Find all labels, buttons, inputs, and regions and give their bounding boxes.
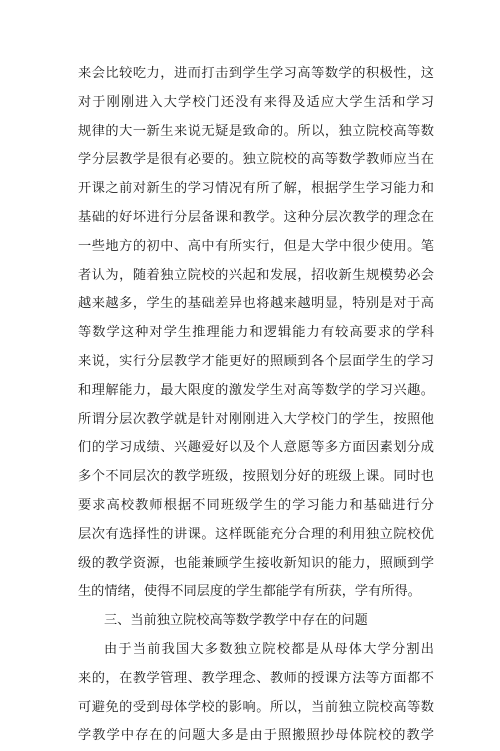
text-line: 生的情绪，使得不同层度的学生都能学有所获，学有所得。 [78, 584, 421, 600]
section-heading: 三、当前独立院校高等数学教学中存在的问题 [104, 613, 368, 629]
text-line: 来说，实行分层教学才能更好的照顾到各个层面学生的学习 [78, 353, 434, 369]
text-line: 学分层教学是很有必要的。独立院校的高等数学教师应当在 [78, 152, 434, 168]
text-line: 学教学中存在的问题大多是由于照搬照抄母体院校的教学 [78, 728, 434, 744]
text-line: 由于当前我国大多数独立院校都是从母体大学分割出 [104, 641, 434, 657]
text-line: 开课之前对新生的学习情况有所了解，根据学生学习能力和 [78, 181, 434, 197]
text-line: 多个不同层次的教学班级，按照划分好的班级上课。同时也 [78, 469, 434, 485]
text-line: 来的，在教学管理、教学理念、教师的授课方法等方面都不 [78, 670, 434, 686]
text-line: 基础的好坏进行分层备课和教学。这种分层次教学的理念在 [78, 209, 434, 225]
text-line: 来会比较吃力，进而打击到学生学习高等数学的积极性，这 [78, 66, 434, 81]
text-line: 和理解能力，最大限度的激发学生对高等数学的学习兴趣。 [78, 382, 434, 398]
body-text [78, 60, 434, 751]
text-line: 要求高校教师根据不同班级学生的学习能力和基础进行分 [78, 497, 434, 513]
text-line: 对于刚刚进入大学校门还没有来得及适应大学生活和学习 [78, 94, 434, 110]
text-line: 规律的大一新生来说无疑是致命的。所以，独立院校高等数 [78, 123, 434, 139]
text-line: 一些地方的初中、高中有所实行，但是大学中很少使用。笔 [78, 238, 434, 254]
text-line: 等数学这种对学生推理能力和逻辑能力有较高要求的学科 [78, 325, 434, 341]
text-line: 者认为，随着独立院校的兴起和发展，招收新生规模势必会 [78, 267, 434, 283]
text-line: 可避免的受到母体学校的影响。所以，当前独立院校高等数 [78, 699, 434, 715]
text-line: 级的教学资源，也能兼顾学生接收新知识的能力，照顾到学 [78, 555, 434, 571]
text-line: 越来越多，学生的基础差异也将越来越明显，特别是对于高 [78, 296, 434, 312]
text-line: 们的学习成绩、兴趣爱好以及个人意愿等多方面因素划分成 [78, 440, 434, 456]
text-line: 所谓分层次教学就是针对刚刚进入大学校门的学生，按照他 [78, 411, 434, 427]
text-line: 层次有选择性的讲课。这样既能充分合理的利用独立院校优 [78, 526, 434, 542]
